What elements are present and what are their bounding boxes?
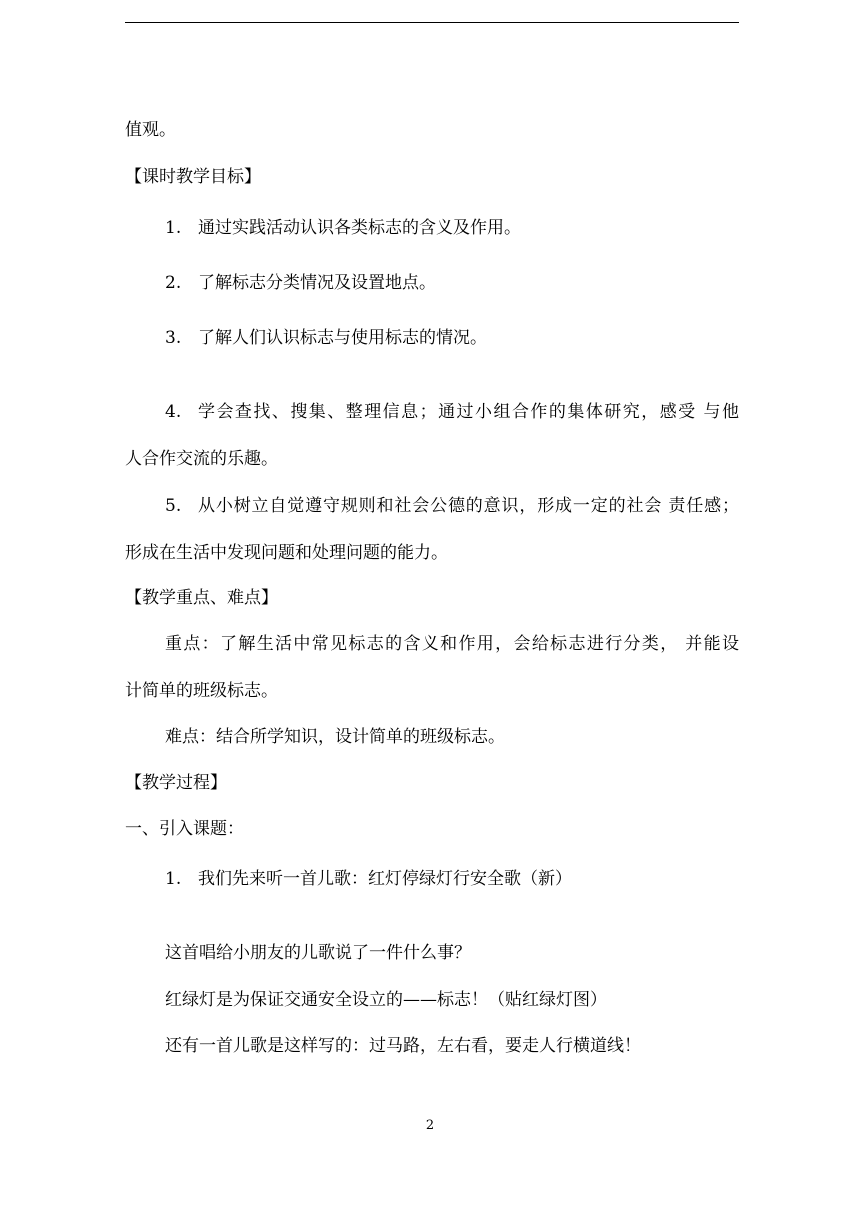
goal-item-4 — [165, 401, 739, 423]
paragraph-1: 这首唱给小朋友的儿歌说了一件什么事？ — [165, 943, 471, 963]
goal-number: 4. — [165, 402, 182, 422]
section-heading-goals: 【课时教学目标】 — [125, 167, 261, 187]
goal-item-3 — [165, 327, 487, 349]
key-point-line: 重点：了解生活中常见标志的含义和作用，会给标志进行分类， 并能设 — [165, 634, 739, 654]
goal-item-5 — [165, 495, 739, 517]
page-number: 2 — [425, 1118, 435, 1133]
difficulty-text: 难点：结合所学知识，设计简单的班级标志。 — [165, 727, 505, 747]
goal-number: 3. — [165, 328, 182, 348]
step-number: 1. — [165, 869, 182, 889]
goal-text-line: 学会查找、搜集、整理信息；通过小组合作的集体研究，感受 与他 — [198, 402, 739, 422]
goal-text-continuation: 人合作交流的乐趣。 — [125, 449, 278, 469]
paragraph-2: 红绿灯是为保证交通安全设立的——标志！（贴红绿灯图） — [165, 990, 607, 1010]
goal-text: 通过实践活动认识各类标志的含义及作用。 — [198, 218, 521, 238]
section-heading-key-points: 【教学重点、难点】 — [125, 588, 278, 608]
key-point-continuation: 计简单的班级标志。 — [125, 681, 278, 701]
step-item-1 — [165, 868, 572, 890]
goal-number: 5. — [165, 496, 182, 516]
header-rule — [125, 22, 739, 23]
part-one-heading: 一、引入课题： — [125, 819, 244, 839]
step-text: 我们先来听一首儿歌：红灯停绿灯行安全歌（新） — [198, 869, 572, 889]
section-heading-process: 【教学过程】 — [125, 773, 227, 793]
goal-text: 了解标志分类情况及设置地点。 — [198, 273, 436, 293]
goal-text-continuation: 形成在生活中发现问题和处理问题的能力。 — [125, 543, 448, 563]
goal-text-line: 从小树立自觉遵守规则和社会公德的意识，形成一定的社会 责任感； — [198, 496, 739, 516]
intro-tail-text: 值观。 — [125, 120, 176, 140]
paragraph-3: 还有一首儿歌是这样写的：过马路，左右看，要走人行横道线！ — [165, 1036, 641, 1056]
goal-item-1 — [165, 217, 521, 239]
goal-number: 2. — [165, 273, 182, 293]
goal-number: 1. — [165, 218, 182, 238]
goal-item-2 — [165, 272, 436, 294]
goal-text: 了解人们认识标志与使用标志的情况。 — [198, 328, 487, 348]
